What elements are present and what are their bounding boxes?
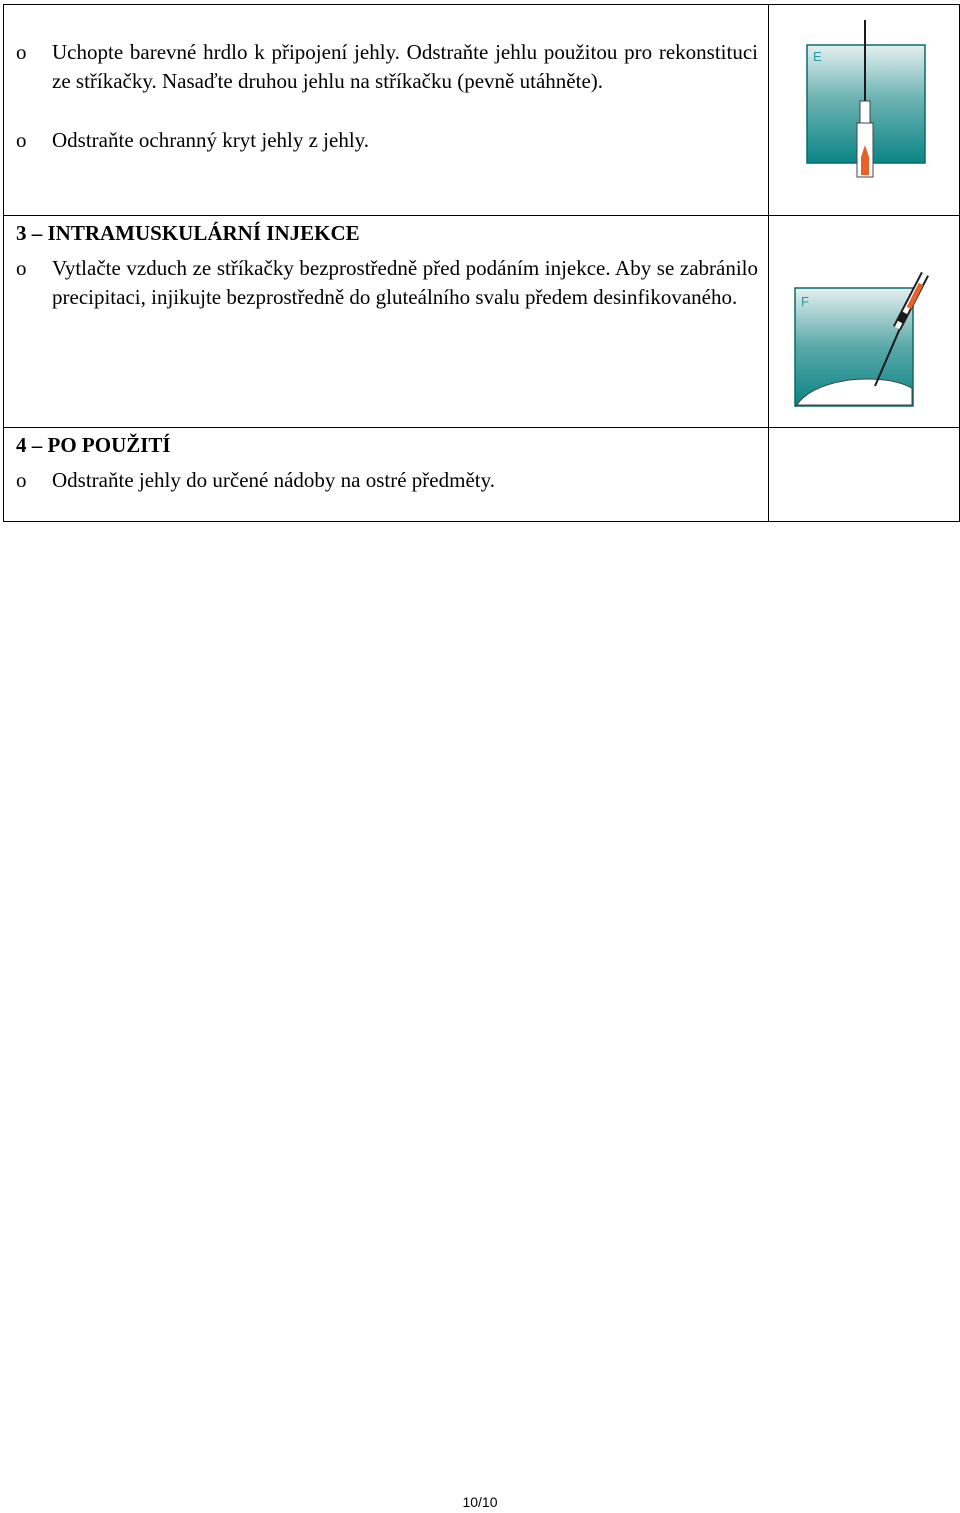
page-number: 10/10: [462, 1494, 498, 1510]
bullet: o: [16, 468, 27, 492]
syringe-illustration-e: [769, 5, 959, 215]
table-row: [4, 428, 960, 522]
bullet: o: [16, 40, 27, 64]
instruction-text: Vytlačte vzduch ze stříkačky bezprostředně před podáním injekce. Aby se zabránilo precipitaci, injikujte bezprostředně do gluteálního svalu předem desinfikovaného.: [52, 256, 758, 309]
instruction-text: Uchopte barevné hrdlo k připojení jehly. Odstraňte jehlu použitou pro rekonstituci ze stříkačky. Nasaďte druhou jehlu na stříkačku (pevně utáhněte).: [52, 40, 758, 93]
needle-hub: [860, 101, 870, 123]
instruction-text-cell: [4, 428, 769, 522]
figure-label: F: [801, 294, 809, 309]
instruction-table: [3, 4, 960, 522]
bullet: o: [16, 128, 27, 152]
instruction-text-cell: [4, 216, 769, 428]
list-item: [4, 254, 768, 312]
instruction-text: Odstraňte ochranný kryt jehly z jehly.: [52, 128, 370, 152]
illustration-cell: [769, 5, 960, 216]
injection-illustration-f: [769, 216, 959, 427]
empty-illustration-cell: [769, 428, 960, 522]
instruction-text-cell: [4, 5, 769, 216]
section-heading: 3 – INTRAMUSKULÁRNÍ INJEKCE: [16, 221, 360, 245]
figure-label: E: [813, 49, 822, 64]
instruction-text: Odstraňte jehly do určené nádoby na ostré předměty.: [52, 468, 495, 492]
table-row: [4, 216, 960, 428]
bullet: o: [16, 256, 27, 280]
list-item: [4, 466, 768, 495]
illustration-cell: [769, 216, 960, 428]
list-item: [4, 126, 768, 155]
list-item: [4, 38, 768, 96]
table-row: [4, 5, 960, 216]
needle-hub: [900, 313, 905, 322]
section-heading: 4 – PO POUŽITÍ: [16, 433, 171, 457]
